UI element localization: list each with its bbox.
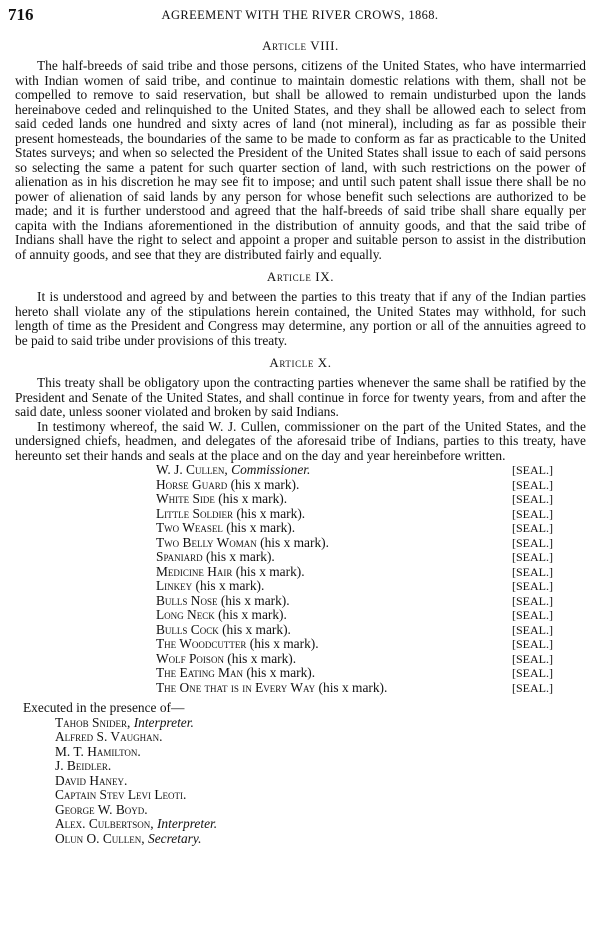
signer-name: Bulls Nose — [156, 592, 218, 608]
mark-text: (his x mark). — [205, 549, 275, 564]
witness-name: Olun O. Cullen, — [55, 830, 145, 846]
executed-heading: Executed in the presence of— — [23, 700, 185, 715]
signer-name: Horse Guard — [156, 476, 228, 492]
mark-text: (his x mark). — [218, 607, 287, 622]
signer-name: Wolf Poison — [156, 650, 224, 666]
witness-name: J. Beidler. — [55, 758, 112, 773]
mark-text: (his x mark). — [249, 636, 319, 651]
mark-text: (his x mark). — [246, 665, 316, 680]
signature-row — [156, 608, 553, 623]
witness-name: M. T. Hamilton. — [55, 743, 141, 759]
signature-row — [156, 637, 553, 652]
seal-label: [SEAL.] — [512, 521, 553, 535]
seal-label: [SEAL.] — [512, 477, 553, 492]
signer-name: Spaniard — [156, 549, 203, 564]
witness-line — [55, 832, 586, 847]
witness-role: Interpreter. — [156, 816, 218, 831]
article-8-title: Article VIII. — [262, 38, 339, 53]
witness-line — [55, 716, 586, 731]
seal-label: [SEAL.] — [512, 492, 553, 506]
mark-text: (his x mark). — [218, 491, 288, 506]
seal-label: [SEAL.] — [512, 564, 553, 579]
signature-row — [156, 565, 553, 580]
seal-label: [SEAL.] — [512, 579, 553, 593]
signature-row — [156, 594, 553, 609]
signature-row — [156, 478, 553, 493]
signature-row — [156, 550, 553, 565]
seal-label: [SEAL.] — [512, 506, 553, 521]
running-head: AGREEMENT WITH THE RIVER CROWS, 1868. — [161, 8, 439, 22]
signature-row — [156, 492, 553, 507]
signer-role: Commissioner. — [231, 462, 311, 477]
witness-name: Alfred S. Vaughan. — [55, 729, 163, 744]
signer-name: Bulls Cock — [156, 621, 219, 637]
signature-row — [156, 666, 553, 681]
signature-block — [156, 463, 553, 695]
witness-line — [55, 774, 586, 789]
signer-name: Two Belly Woman — [156, 534, 257, 550]
mark-text: (his x mark). — [226, 520, 296, 535]
signature-row — [156, 507, 553, 522]
witness-role: Interpreter. — [133, 714, 194, 730]
witness-line — [55, 817, 586, 832]
mark-text: (his x mark). — [230, 476, 300, 492]
signer-name: Two Weasel — [156, 520, 223, 535]
witness-line — [55, 730, 586, 745]
mark-text: (his x mark). — [227, 650, 297, 666]
mark-text: (his x mark). — [195, 578, 265, 593]
witness-name: Captain Stev Levi Leoti. — [55, 787, 187, 802]
article-8-paragraph: The half-breeds of said tribe and those persons, citizens of the United States, who have intermarried with Indian women of said tribe, and continue to maintain domestic relations with them, shall not be compelled to remove to said reservation, but shall be allowed to remain undisturbed upon the lands hereinabove ceded and relinquished to the United States, and they shall be allowed each to select from said ceded lands one hundred and sixty acres of land (not mineral), including as far as possible their present homesteads, the boundaries of the same to be made to conform as far as practicable to the United States surveys; and when so selected the President of the United States shall issue to each of said persons so selecting the same a patent for such quarter section of land, with such restrictions on the power of alienation as in his discretion he may see fit to impose; and until such patent shall issue there shall be no power of alienation of said lands by any person for whose benefit such selections are authorized to be made; and it is further understood and agreed that the half-breeds of said tribe shall share equally per capita with the Indians aforementioned in the distribution of annuity goods, and that the said tribe of Indians shall have the right to select and appoint a proper and suitable person to assist in the distribution of annuity goods, and see that they are distributed fairly and equally. — [15, 58, 586, 262]
seal-label: [SEAL.] — [512, 463, 553, 477]
document-body — [15, 38, 586, 846]
page-number: 716 — [8, 5, 34, 24]
signer-name: Long Neck — [156, 607, 215, 622]
signature-row — [156, 536, 553, 551]
testimony-paragraph: In testimony whereof, the said W. J. Cullen, commissioner on the part of the United States, and the undersigned chiefs, headmen, and delegates of the aforesaid tribe of Indians, parties to this treaty, have hereunto set their hands and seals at the place and on the day and year hereinbefore written. — [15, 418, 586, 463]
signer-name: Medicine Hair — [156, 563, 233, 579]
witness-list — [15, 716, 586, 847]
seal-label: [SEAL.] — [512, 651, 553, 666]
seal-label: [SEAL.] — [512, 637, 553, 651]
seal-label: [SEAL.] — [512, 608, 553, 622]
seal-label: [SEAL.] — [512, 593, 553, 608]
signature-row — [156, 579, 553, 594]
mark-text: (his x mark). — [318, 679, 388, 695]
witness-name: David Haney. — [55, 772, 128, 788]
signer-name: White Side — [156, 491, 215, 506]
signature-row — [156, 521, 553, 536]
seal-label: [SEAL.] — [512, 550, 553, 564]
signature-row — [156, 681, 553, 696]
mark-text: (his x mark). — [260, 534, 329, 550]
signer-name: The One that is in Every Way — [156, 679, 316, 695]
signer-name: Linkey — [156, 578, 193, 593]
mark-text: (his x mark). — [222, 621, 291, 637]
seal-label: [SEAL.] — [512, 666, 553, 680]
witness-name: George W. Boyd. — [55, 801, 148, 817]
mark-text: (his x mark). — [236, 505, 306, 521]
signature-row — [156, 623, 553, 638]
witness-line — [55, 788, 586, 803]
article-9-title: Article IX. — [266, 269, 335, 284]
witness-name: Tahob Snider, — [55, 714, 131, 730]
signer-name: W. J. Cullen, — [156, 462, 228, 477]
article-10-title: Article X. — [269, 355, 332, 370]
mark-text: (his x mark). — [220, 592, 290, 608]
witness-line — [55, 759, 586, 774]
witness-role: Secretary. — [148, 830, 202, 846]
witness-line — [55, 745, 586, 760]
signature-row — [156, 652, 553, 667]
signature-row — [156, 463, 553, 478]
seal-label: [SEAL.] — [512, 622, 553, 637]
seal-label: [SEAL.] — [512, 535, 553, 550]
witness-name: Alex. Culbertson, — [55, 816, 154, 831]
article-9-paragraph: It is understood and agreed by and between the parties to this treaty that if any of the Indian parties hereto shall violate any of the stipulations herein contained, the United States may withhold, for such length of time as the President and Congress may determine, any portion or all of the annuities agreed to be paid to said tribe under provisions of this treaty. — [15, 289, 586, 348]
article-10-paragraph: This treaty shall be obligatory upon the contracting parties whenever the same shall be ratified by the President and Senate of the United States, and shall continue in force for twenty years, from and after the said date, unless sooner violated and broken by said Indians. — [15, 375, 586, 419]
mark-text: (his x mark). — [235, 563, 305, 579]
page-header — [8, 5, 592, 27]
signer-name: The Woodcutter — [156, 636, 247, 651]
signer-name: Little Soldier — [156, 505, 233, 521]
witness-line — [55, 803, 586, 818]
seal-label: [SEAL.] — [512, 680, 553, 695]
signer-name: The Eating Man — [156, 665, 243, 680]
